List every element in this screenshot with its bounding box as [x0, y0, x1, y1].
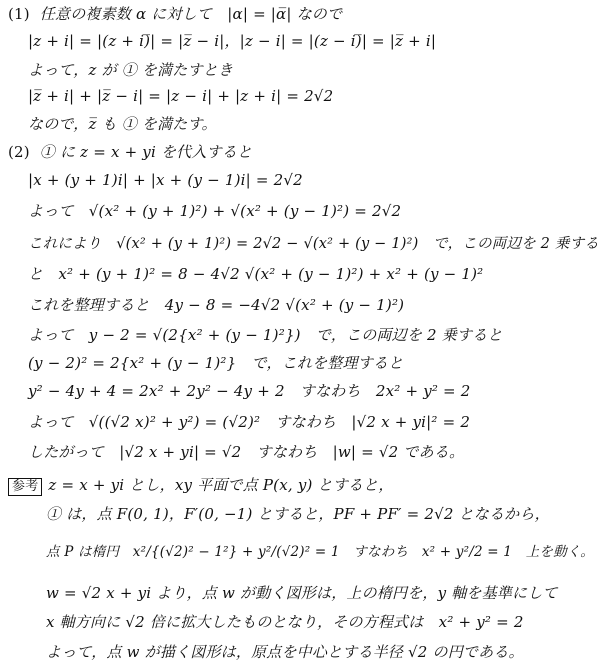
- part2-line-9: よって √((√2 x)² + y²) = (√2)² すなわち |√2 x + yi|² = 2: [28, 413, 471, 431]
- part2-line-7: (y − 2)² = 2{x² + (y − 1)²} で，これを整理すると: [28, 354, 404, 372]
- reference-line-1: ① は，点 F(0, 1)，F′(0, −1) とすると，PF + PF′ = 2√2 となるから，: [46, 505, 550, 523]
- reference-line-5: よって，点 w が描く図形は，原点を中心とする半径 √2 の円である。: [46, 643, 524, 661]
- part1-line-3: |z̅ + i| + |z̅ − i| = |z − i| + |z + i| = 2√2: [28, 87, 334, 105]
- reference-label: 参考: [8, 478, 42, 496]
- part2-line-6: よって y − 2 = √(2{x² + (y − 1)²}) で，この両辺を 2 乗すると: [28, 326, 503, 344]
- part2-line-2: よって √(x² + (y + 1)²) + √(x² + (y − 1)²) = 2√2: [28, 202, 402, 220]
- part2-line-8: y² − 4y + 4 = 2x² + 2y² − 4y + 2 すなわち 2x² + y² = 2: [28, 382, 471, 400]
- reference-line-3: w = √2 x + yi より，点 w が動く図形は，上の楕円を，y 軸を基準にして: [46, 584, 558, 602]
- part2-heading: (2): [8, 143, 30, 161]
- part1-text-0: 任意の複素数 α に対して |α| = |α̅| なので: [39, 5, 343, 23]
- part1-line-2: よって，z が ① を満たすとき: [28, 61, 234, 79]
- part2-line-0: (2) ① に z = x + yi を代入すると: [8, 143, 253, 161]
- part2-line-5: これを整理すると 4y − 8 = −4√2 √(x² + (y − 1)²): [28, 296, 405, 314]
- part2-line-4: と x² + (y + 1)² = 8 − 4√2 √(x² + (y − 1)²) + x² + (y − 1)²: [28, 265, 484, 283]
- reference-line-2: 点 P は楕円 x²/{(√2)² − 1²} + y²/(√2)² = 1 すなわち x² + y²/2 = 1 上を動く。: [46, 544, 594, 560]
- part1-heading: (1): [8, 5, 30, 23]
- part1-line-1: |z + i| = |(z + i)̅| = |z̅ − i|，|z − i| = |(z − i)̅| = |z̅ + i|: [28, 32, 437, 50]
- part1-line-0: [8, 4, 342, 24]
- part2-line-10: したがって |√2 x + yi| = √2 すなわち |w| = √2 である。: [28, 443, 465, 461]
- part1-line-4: なので，z̅ も ① を満たす。: [28, 115, 217, 133]
- part2-line-3: これにより √(x² + (y + 1)²) = 2√2 − √(x² + (y − 1)²) で，この両辺を 2 乗する: [28, 236, 599, 252]
- reference-line-0: 参考 z = x + yi とし，xy 平面で点 P(x, y) とすると，: [8, 475, 394, 496]
- part2-line-1: |x + (y + 1)i| + |x + (y − 1)i| = 2√2: [28, 171, 303, 189]
- reference-line-4: x 軸方向に √2 倍に拡大したものとなり，その方程式は x² + y² = 2: [46, 613, 524, 631]
